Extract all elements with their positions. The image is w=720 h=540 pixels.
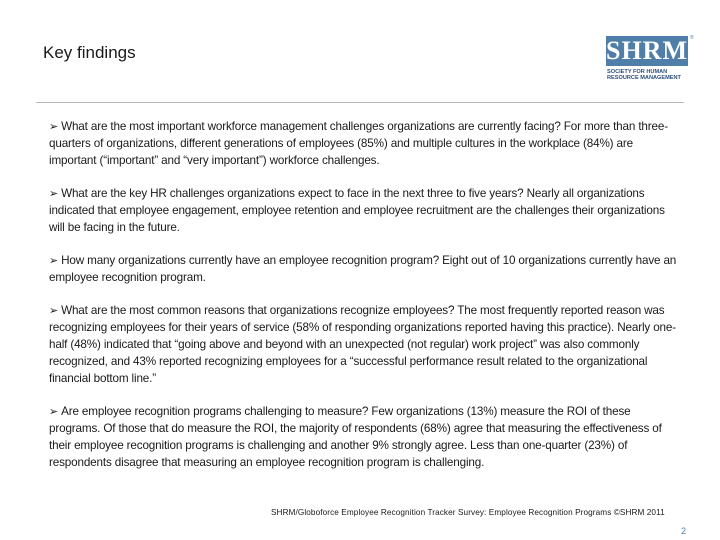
arrow-bullet-icon: ➢ xyxy=(49,121,59,133)
finding-item xyxy=(49,119,679,170)
logo-registered-mark: ® xyxy=(690,35,694,41)
arrow-bullet-icon: ➢ xyxy=(49,406,59,419)
logo-subtitle-line1: SOCIETY FOR HUMAN xyxy=(607,69,668,75)
finding-text: What are the most important workforce management challenges organizations are currently facing? For more than three-quarters of organizations, different generations of employees (85%) and multiple cultures in the workplace (84%) are important (“important” and “very important”) workforce challenges. xyxy=(49,120,668,167)
arrow-bullet-icon: ➢ xyxy=(49,255,59,268)
source-footer: SHRM/Globoforce Employee Recognition Tracker Survey: Employee Recognition Programs ©SHRM 2011 xyxy=(271,508,665,517)
finding-text: What are the key HR challenges organizations expect to face in the next three to five years? Nearly all organizations indicated that employee engagement, employee retention and employee recruitment are the challenges their organizations will be facing in the future. xyxy=(49,187,665,234)
finding-text: Are employee recognition programs challenging to measure? Few organizations (13%) measure the ROI of these programs. Of those that do measure the ROI, the majority of respondents (68%) agree that measuring the effectiveness of their employee recognition programs is challenging and another 9% strongly agree. Less than one-quarter (23%) of respondents disagree that measuring an employee recognition program is challenging. xyxy=(49,405,662,470)
finding-item xyxy=(49,186,679,237)
page-number: 2 xyxy=(681,526,687,536)
title-divider xyxy=(36,102,684,103)
arrow-bullet-icon: ➢ xyxy=(49,188,59,201)
finding-text: What are the most common reasons that organizations recognize employees? The most frequently reported reason was recognizing employees for their years of service (58% of responding organizations reported having this practice). Nearly one-half (48%) indicated that “going above and beyond with an unexpected (not regular) work project” was also commonly recognized, and 43% reported recognizing employees for a “successful performance result related to the organizational financial bottom line.” xyxy=(49,304,676,386)
shrm-logo xyxy=(606,35,694,88)
logo-subtitle-line2: RESOURCE MANAGEMENT xyxy=(607,75,681,82)
finding-item xyxy=(49,303,679,388)
slide-title: Key findings xyxy=(43,43,136,62)
finding-text: How many organizations currently have an employee recognition program? Eight out of 10 organizations currently have an employee recognition program. xyxy=(49,254,677,285)
arrow-bullet-icon: ➢ xyxy=(49,305,59,318)
finding-item xyxy=(49,253,679,287)
logo-mark: SHRM xyxy=(606,36,688,65)
findings-list xyxy=(49,119,679,488)
finding-item xyxy=(49,404,679,472)
